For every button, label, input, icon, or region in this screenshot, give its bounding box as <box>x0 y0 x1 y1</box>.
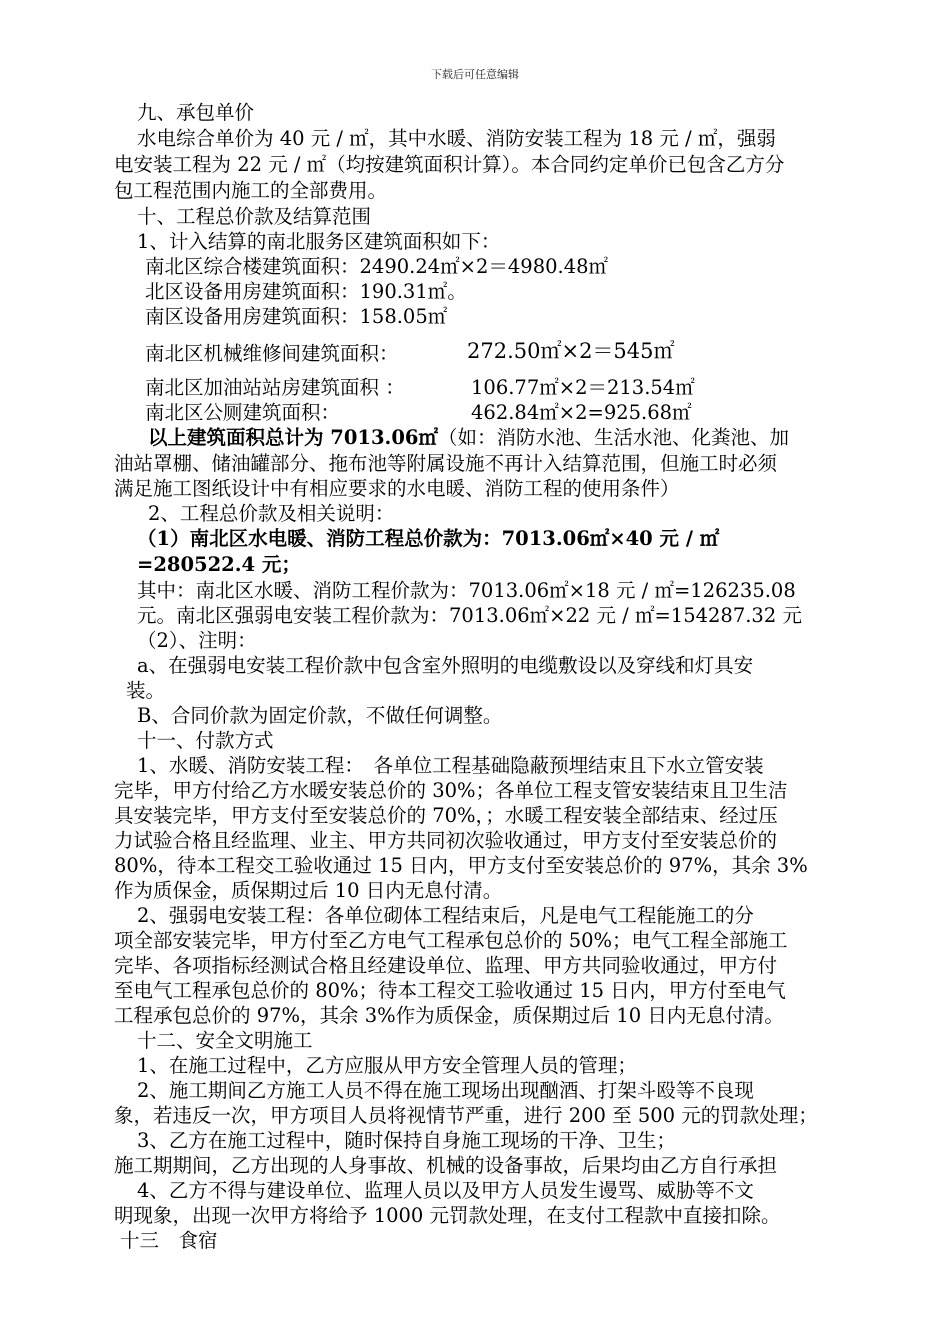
section-heading: 十三 食宿 <box>120 1229 218 1252</box>
section-heading: 十、工程总价款及结算范围 <box>137 205 372 228</box>
paragraph-line: a、在强弱电安装工程价款中包含室外照明的电缆敷设以及穿线和灯具安 <box>137 654 754 677</box>
paragraph-line: 油站罩棚、储油罐部分、拖布池等附属设施不再计入结算范围，但施工时必须 <box>114 452 778 475</box>
paragraph-line: 完毕、各项指标经测试合格且经建设单位、监理、甲方共同验收通过，甲方付 <box>114 954 778 977</box>
paragraph-line: 满足施工图纸设计中有相应要求的水电暖、消防工程的使用条件） <box>114 477 680 500</box>
paragraph-line: 具安装完毕，甲方支付至安装总价的 70%，；水暖工程安装全部结束、经过压 <box>114 804 778 827</box>
paragraph-line: 装。 <box>126 679 166 702</box>
paragraph-line: 项全部安装完毕，甲方付至乙方电气工程承包总价的 50%；电气工程全部施工 <box>114 929 788 952</box>
paragraph-line: 象，若违反一次，甲方项目人员将视情节严重，进行 200 至 500 元的罚款处理； <box>114 1104 818 1127</box>
paragraph-line: 包工程范围内施工的全部费用。 <box>114 179 388 202</box>
paragraph-line: 1、在施工过程中，乙方应服从甲方安全管理人员的管理； <box>137 1054 637 1077</box>
total-price-line: =280522.4 元； <box>137 553 301 576</box>
total-area-rest: （如：消防水池、生活水池、化粪池、加 <box>438 426 790 449</box>
area-line: 南北区综合楼建筑面积：2490.24㎡×2＝4980.48㎡ <box>145 255 609 278</box>
area-line: 南区设备用房建筑面积：158.05㎡ <box>145 305 448 328</box>
paragraph-line: 1、水暖、消防安装工程： 各单位工程基础隐蔽预埋结束且下水立管安装 <box>137 754 764 777</box>
paragraph-line: 2、施工期间乙方施工人员不得在施工现场出现酗酒、打架斗殴等不良现 <box>137 1079 754 1102</box>
paragraph-line: 施工期期间，乙方出现的人身事故、机械的设备事故，后果均由乙方自行承担 <box>114 1154 778 1177</box>
section-heading: 十一、付款方式 <box>137 729 274 752</box>
paragraph-line: 3、乙方在施工过程中，随时保持自身施工现场的干净、卫生； <box>137 1129 676 1152</box>
area-line: 北区设备用房建筑面积：190.31㎡。 <box>145 280 467 303</box>
section-heading: 九、承包单价 <box>137 101 255 124</box>
area-value: 272.50㎡×2＝545㎡ <box>467 339 675 363</box>
area-value: 106.77㎡×2＝213.54㎡ <box>471 376 695 399</box>
area-value: 462.84㎡×2=925.68㎡ <box>471 401 692 424</box>
paragraph-line: 水电综合单价为 40 元 / ㎡，其中水暖、消防安装工程为 18 元 / ㎡，强弱 <box>137 127 776 150</box>
paragraph-line <box>148 425 789 451</box>
paragraph-line: 电安装工程为 22 元 / ㎡（均按建筑面积计算）。本合同约定单价已包含乙方分 <box>114 153 785 176</box>
paragraph-line: 其中：南北区水暖、消防工程价款为：7013.06㎡×18 元 / ㎡=126235.08 <box>137 579 796 602</box>
paragraph-line: （2）、注明： <box>137 629 257 652</box>
page-header: 下载后可任意编辑 <box>431 68 519 81</box>
paragraph-line: 至电气工程承包总价的 80%；待本工程交工验收通过 15 日内，甲方付至电气 <box>114 979 786 1002</box>
paragraph-line: 力试验合格且经监理、业主、甲方共同初次验收通过，甲方支付至安装总价的 <box>114 829 778 852</box>
paragraph-line: 完毕，甲方付给乙方水暖安装总价的 30%；各单位工程支管安装结束且卫生洁 <box>114 779 788 802</box>
paragraph-line: B、合同价款为固定价款，不做任何调整。 <box>137 704 503 727</box>
total-price-line: （1）南北区水电暖、消防工程总价款为：7013.06㎡×40 元 / ㎡ <box>137 527 720 550</box>
paragraph-line: 2、工程总价款及相关说明： <box>148 502 395 525</box>
paragraph-line: 元。南北区强弱电安装工程价款为：7013.06㎡×22 元 / ㎡=154287.32 元 <box>137 604 802 627</box>
paragraph-line: 80%，待本工程交工验收通过 15 日内，甲方支付至安装总价的 97%，其余 3% <box>114 854 808 877</box>
total-area-bold: 以上建筑面积总计为 7013.06㎡ <box>148 426 438 449</box>
paragraph-line: 4、乙方不得与建设单位、监理人员以及甲方人员发生谩骂、威胁等不文 <box>137 1179 754 1202</box>
paragraph-line: 明现象，出现一次甲方将给予 1000 元罚款处理，在支付工程款中直接扣除。 <box>114 1204 781 1227</box>
paragraph-line: 作为质保金，质保期过后 10 日内无息付清。 <box>114 879 503 902</box>
area-label: 南北区加油站站房建筑面积 ： <box>145 376 405 399</box>
paragraph-line: 1、计入结算的南北服务区建筑面积如下： <box>137 230 501 253</box>
area-label: 南北区公厕建筑面积： <box>145 401 341 424</box>
area-label: 南北区机械维修间建筑面积： <box>145 342 399 365</box>
paragraph-line: 工程承包总价的 97%，其余 3%作为质保金，质保期过后 10 日内无息付清。 <box>114 1004 784 1027</box>
section-heading: 十二、安全文明施工 <box>137 1029 313 1052</box>
paragraph-line: 2、强弱电安装工程：各单位砌体工程结束后，凡是电气工程能施工的分 <box>137 904 754 927</box>
